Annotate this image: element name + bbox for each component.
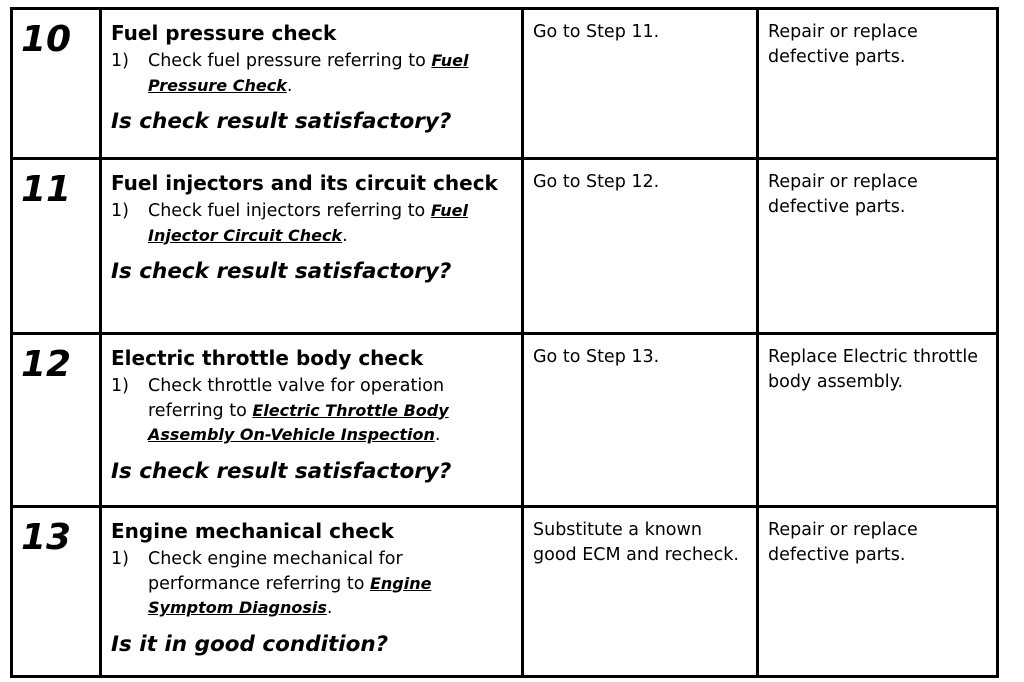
substep-end: .	[342, 225, 348, 246]
substep-end: .	[286, 75, 293, 96]
check-question: Is check result satisfactory?	[111, 109, 452, 134]
yes-result: Substitute a known good ECM and recheck.	[533, 520, 739, 565]
no-result: Repair or replace defective parts.	[768, 520, 918, 565]
reference-link[interactable]: Engine Symptom Diagnosis	[148, 573, 432, 617]
step-cell	[12, 159, 101, 334]
substep-text: Check fuel pressure referring to	[148, 51, 432, 71]
action-title: Engine mechanical check	[111, 519, 394, 543]
no-result: Repair or replace defective parts.	[768, 22, 918, 67]
substep-text: Check fuel injectors referring to	[148, 201, 431, 221]
step-cell	[12, 334, 101, 507]
no-cell	[758, 159, 998, 334]
yes-cell	[523, 334, 758, 507]
step-cell	[12, 507, 101, 677]
action-cell	[101, 507, 523, 677]
action-substep	[111, 547, 513, 621]
check-question: Is check result satisfactory?	[111, 458, 452, 484]
action-cell	[101, 334, 523, 507]
table-row	[12, 9, 998, 159]
yes-result: Go to Step 13.	[533, 347, 660, 367]
action-cell	[101, 9, 523, 159]
yes-result: Go to Step 11.	[533, 22, 660, 42]
no-cell	[758, 507, 998, 677]
substep-text: Check throttle valve for operation referring to	[148, 376, 445, 421]
reference-link[interactable]: Electric Throttle Body Assembly On-Vehicle Inspection	[148, 400, 449, 444]
action-title: Fuel injectors and its circuit check	[111, 171, 498, 195]
no-result: Repair or replace defective parts.	[768, 172, 918, 217]
reference-link[interactable]: Fuel Pressure Check	[148, 51, 469, 95]
substep-end: .	[434, 425, 441, 445]
no-cell	[758, 334, 998, 507]
substep-number: 1)	[111, 549, 129, 569]
no-cell	[758, 9, 998, 159]
reference-link[interactable]: Fuel Injector Circuit Check	[148, 201, 468, 245]
step-number: 11	[21, 169, 72, 210]
step-number: 12	[21, 344, 72, 385]
step-number: 10	[21, 19, 72, 60]
substep-number: 1)	[111, 201, 129, 221]
step-cell	[12, 9, 101, 159]
action-substep	[111, 49, 513, 98]
substep-number: 1)	[111, 51, 129, 71]
action-title: Fuel pressure check	[111, 21, 337, 45]
substep-number: 1)	[111, 376, 129, 396]
yes-cell	[523, 507, 758, 677]
yes-result: Go to Step 12.	[533, 172, 660, 192]
check-question: Is it in good condition?	[111, 631, 389, 657]
action-title: Electric throttle body check	[111, 346, 424, 370]
no-result: Replace Electric throttle body assembly.	[768, 347, 979, 392]
table-row	[12, 159, 998, 334]
table-row	[12, 507, 998, 677]
substep-end: .	[326, 598, 333, 618]
table-row	[12, 334, 998, 507]
action-substep	[111, 199, 513, 248]
yes-cell	[523, 159, 758, 334]
diagnostic-table	[10, 7, 999, 678]
check-question: Is check result satisfactory?	[111, 259, 452, 284]
action-substep	[111, 374, 513, 448]
substep-text: Check engine mechanical for performance referring to	[148, 549, 403, 594]
step-number: 13	[21, 517, 72, 558]
action-cell	[101, 159, 523, 334]
yes-cell	[523, 9, 758, 159]
